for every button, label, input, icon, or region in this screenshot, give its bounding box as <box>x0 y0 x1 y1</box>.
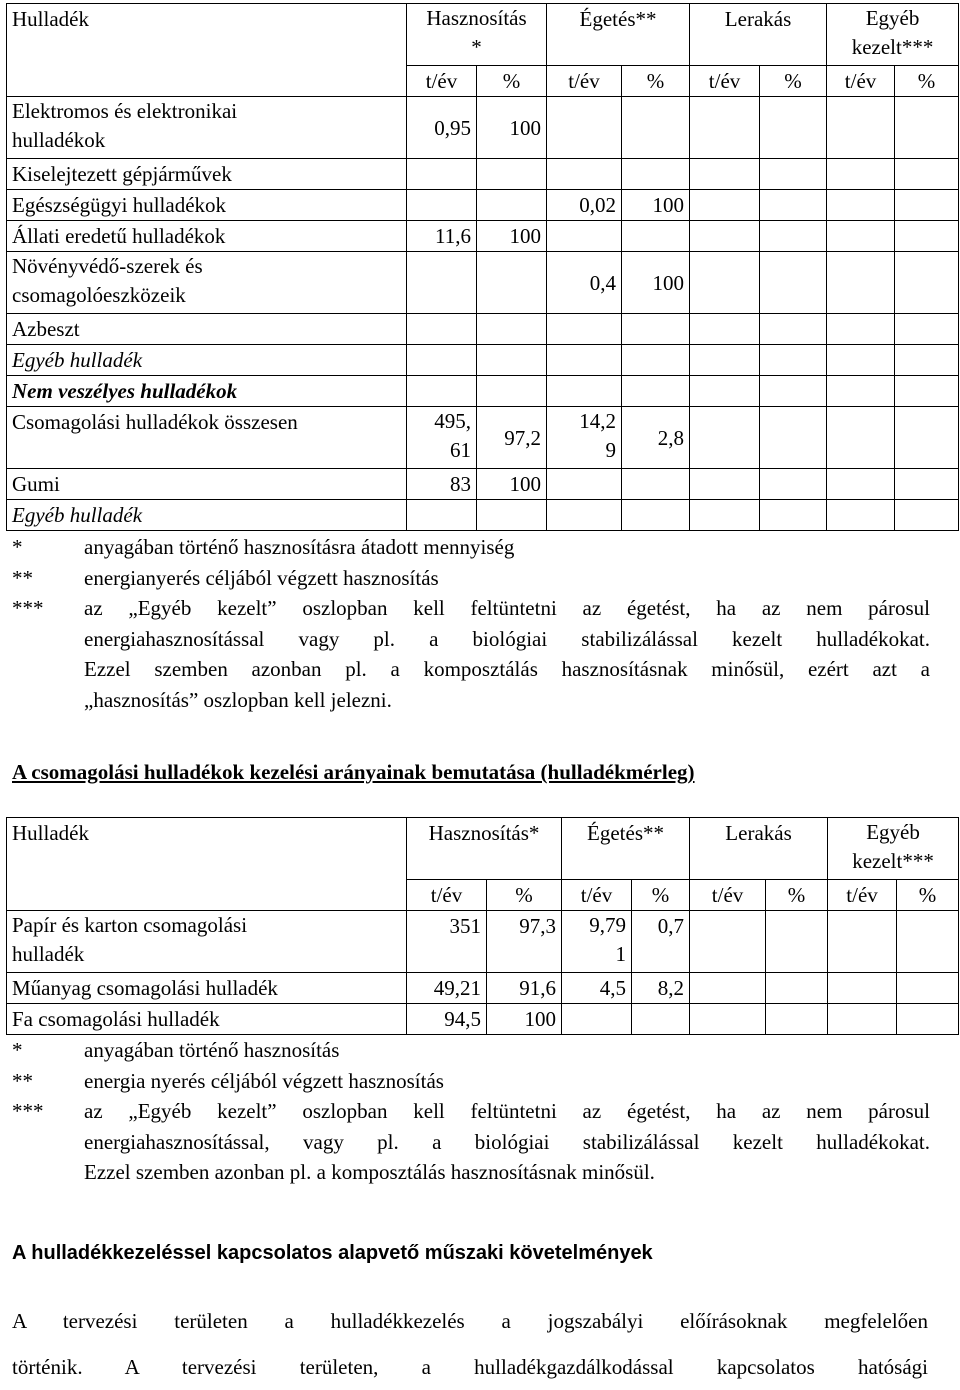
row-name: Gumi <box>7 469 407 500</box>
footnote-mark: * <box>12 1038 23 1062</box>
incineration-percent: 100 <box>622 190 690 221</box>
empty-cell <box>477 500 547 531</box>
empty-cell <box>895 252 959 314</box>
row-name: Csomagolási hulladékok összesen <box>7 407 407 469</box>
empty-cell <box>547 314 622 345</box>
row-name: Állati eredetű hulladékok <box>7 221 407 252</box>
recovery-tons: 49,21 <box>407 973 487 1004</box>
empty-cell <box>895 221 959 252</box>
recovery-percent: 91,6 <box>487 973 562 1004</box>
empty-cell <box>766 911 828 973</box>
empty-cell <box>895 159 959 190</box>
recovery-tons: 83 <box>407 469 477 500</box>
empty-cell <box>407 345 477 376</box>
empty-cell <box>828 911 897 973</box>
recovery-percent: 97,2 <box>477 407 547 469</box>
footnote-line: az „Egyéb kezelt” oszlopban kell feltüntetni az égetést, ha az nem párosul <box>84 596 930 620</box>
incineration-tons-l2: 9 <box>605 438 617 462</box>
empty-cell <box>897 911 959 973</box>
table-row <box>7 97 959 159</box>
empty-cell <box>690 407 760 469</box>
header-recovery: Hasznosítás* <box>407 818 562 880</box>
empty-cell <box>547 221 622 252</box>
footnote-text: energia nyerés céljából végzett hasznosítás <box>84 1068 444 1093</box>
recovery-percent: 97,3 <box>487 911 562 973</box>
empty-cell <box>407 190 477 221</box>
empty-cell <box>827 252 895 314</box>
footnote-line: Ezzel szemben azonban pl. a komposztálás hasznosításnak minősül, ezért azt a <box>84 657 930 681</box>
paragraph-line: A tervezési területen a hulladékkezelés a jogszabályi előírásoknak megfelelően <box>12 1309 928 1333</box>
row-name <box>7 252 407 314</box>
empty-cell <box>622 221 690 252</box>
empty-cell <box>407 159 477 190</box>
empty-cell <box>547 159 622 190</box>
incineration-tons-l1: 9,79 <box>589 913 627 937</box>
recovery-tons <box>407 407 477 469</box>
footnote-mark: ** <box>12 565 33 590</box>
empty-cell <box>827 469 895 500</box>
recovery-percent: 100 <box>477 469 547 500</box>
unit-cell: % <box>477 66 547 97</box>
table-row <box>7 314 959 345</box>
row-name <box>7 911 407 973</box>
empty-cell <box>690 911 766 973</box>
row-name <box>7 97 407 159</box>
unit-cell: % <box>760 66 827 97</box>
empty-cell <box>477 159 547 190</box>
unit-cell: % <box>766 880 828 911</box>
table-row <box>7 407 959 469</box>
packaging-waste-table <box>6 817 959 1035</box>
unit-cell: t/év <box>562 880 632 911</box>
header-other <box>828 818 959 880</box>
paragraph-line: történik. A tervezési területen, a hulladékgazdálkodással kapcsolatos hatósági <box>12 1355 928 1379</box>
empty-cell <box>760 97 827 159</box>
table-header-row <box>7 4 959 66</box>
footnote-text: anyagában történő hasznosításra átadott mennyiség <box>84 535 515 559</box>
footnote <box>12 532 930 563</box>
row-name-l2: hulladékok <box>12 128 106 152</box>
footnote <box>12 593 930 715</box>
row-name-l1: Növényvédő-szerek és <box>12 254 203 278</box>
row-name-l1: Papír és karton csomagolási <box>12 913 248 937</box>
row-name-l2: hulladék <box>12 942 85 966</box>
table-row <box>7 252 959 314</box>
incineration-tons: 4,5 <box>562 973 632 1004</box>
empty-cell <box>407 252 477 314</box>
empty-cell <box>547 469 622 500</box>
empty-cell <box>760 376 827 407</box>
row-name: Azbeszt <box>7 314 407 345</box>
table-row <box>7 973 959 1004</box>
unit-cell: % <box>632 880 690 911</box>
header-recovery-l2: * <box>471 35 482 59</box>
row-name: Kiselejtezett gépjárművek <box>7 159 407 190</box>
empty-cell <box>622 469 690 500</box>
footnote-mark: *** <box>12 596 44 620</box>
empty-cell <box>690 500 760 531</box>
unit-cell: % <box>487 880 562 911</box>
empty-cell <box>827 97 895 159</box>
empty-cell <box>897 973 959 1004</box>
table-row <box>7 500 959 531</box>
empty-cell <box>690 376 760 407</box>
empty-cell <box>827 407 895 469</box>
body-paragraph <box>12 1298 928 1390</box>
table-row <box>7 376 959 407</box>
table-row <box>7 159 959 190</box>
empty-cell <box>760 469 827 500</box>
empty-cell <box>477 345 547 376</box>
footnote-line: az „Egyéb kezelt” oszlopban kell feltüntetni az égetést, ha az nem párosul <box>84 1099 930 1123</box>
table-row <box>7 469 959 500</box>
empty-cell <box>760 345 827 376</box>
empty-cell <box>827 221 895 252</box>
footnote-line: Ezzel szemben azonban pl. a komposztálás hasznosításnak minősül. <box>84 1160 655 1184</box>
empty-cell <box>622 314 690 345</box>
empty-cell <box>760 221 827 252</box>
footnote-text: energianyerés céljából végzett hasznosítás <box>84 565 439 590</box>
footnote-mark: ** <box>12 1068 33 1093</box>
recovery-percent: 100 <box>477 97 547 159</box>
empty-cell <box>760 314 827 345</box>
empty-cell <box>690 190 760 221</box>
footnote-line: energiahasznosítással, vagy pl. a biológiai stabilizálással kezelt hulladékokat. <box>84 1129 930 1154</box>
header-waste: Hulladék <box>7 4 407 97</box>
empty-cell <box>690 97 760 159</box>
requirements-heading: A hulladékkezeléssel kapcsolatos alapvető műszaki követelmények <box>12 1242 653 1264</box>
empty-cell <box>827 345 895 376</box>
header-landfill: Lerakás <box>690 4 827 66</box>
table1-footnotes <box>12 532 930 715</box>
table-row <box>7 1004 959 1035</box>
empty-cell <box>895 345 959 376</box>
incineration-percent: 0,7 <box>632 911 690 973</box>
empty-cell <box>690 221 760 252</box>
footnote-text <box>84 593 930 715</box>
row-name: Nem veszélyes hulladékok <box>7 376 407 407</box>
header-recovery-l1: Hasznosítás <box>426 6 527 30</box>
header-other-l1: Egyéb <box>865 6 920 30</box>
empty-cell <box>895 469 959 500</box>
footnote-text <box>84 1096 930 1188</box>
incineration-percent: 8,2 <box>632 973 690 1004</box>
table-row <box>7 221 959 252</box>
table-header-row <box>7 818 959 880</box>
empty-cell <box>690 973 766 1004</box>
empty-cell <box>690 314 760 345</box>
row-name: Műanyag csomagolási hulladék <box>7 973 407 1004</box>
unit-cell: % <box>622 66 690 97</box>
empty-cell <box>827 190 895 221</box>
table2-footnotes <box>12 1035 930 1188</box>
header-other-l2: kezelt*** <box>851 35 934 59</box>
empty-cell <box>760 500 827 531</box>
unit-cell: t/év <box>407 880 487 911</box>
footnote-mark: *** <box>12 1099 44 1123</box>
unit-cell: % <box>895 66 959 97</box>
empty-cell <box>827 500 895 531</box>
recovery-tons: 351 <box>407 911 487 973</box>
empty-cell <box>895 97 959 159</box>
empty-cell <box>622 159 690 190</box>
row-name: Fa csomagolási hulladék <box>7 1004 407 1035</box>
unit-cell: t/év <box>827 66 895 97</box>
footnote-line: energiahasznosítással vagy pl. a biológiai stabilizálással kezelt hulladékokat. <box>84 626 930 651</box>
unit-cell: t/év <box>690 880 766 911</box>
empty-cell <box>477 190 547 221</box>
footnote <box>12 1066 930 1097</box>
hazardous-waste-table <box>6 3 959 531</box>
recovery-tons-l1: 495, <box>434 409 471 433</box>
empty-cell <box>477 376 547 407</box>
footnote <box>12 1096 930 1188</box>
header-other <box>827 4 959 66</box>
footnote-mark: * <box>12 535 23 559</box>
empty-cell <box>690 345 760 376</box>
empty-cell <box>547 97 622 159</box>
empty-cell <box>632 1004 690 1035</box>
table-row <box>7 190 959 221</box>
empty-cell <box>407 314 477 345</box>
table-row <box>7 911 959 973</box>
empty-cell <box>895 407 959 469</box>
footnote-text: anyagában történő hasznosítás <box>84 1038 340 1062</box>
empty-cell <box>477 314 547 345</box>
empty-cell <box>895 500 959 531</box>
empty-cell <box>547 376 622 407</box>
empty-cell <box>622 500 690 531</box>
empty-cell <box>766 1004 828 1035</box>
row-name: Egyéb hulladék <box>7 345 407 376</box>
incineration-percent: 2,8 <box>622 407 690 469</box>
unit-cell: t/év <box>828 880 897 911</box>
empty-cell <box>895 190 959 221</box>
row-name-l1: Elektromos és elektronikai <box>12 99 238 123</box>
empty-cell <box>690 252 760 314</box>
empty-cell <box>760 159 827 190</box>
incineration-tons-l1: 14,2 <box>579 409 617 433</box>
header-recovery <box>407 4 547 66</box>
header-other-l1: Egyéb <box>866 820 920 844</box>
header-waste: Hulladék <box>7 818 407 911</box>
row-name-l2: csomagolóeszközeik <box>12 283 186 307</box>
empty-cell <box>897 1004 959 1035</box>
footnote <box>12 563 930 594</box>
empty-cell <box>477 252 547 314</box>
empty-cell <box>562 1004 632 1035</box>
unit-cell: % <box>897 880 959 911</box>
recovery-tons: 11,6 <box>407 221 477 252</box>
empty-cell <box>766 973 828 1004</box>
incineration-tons <box>547 407 622 469</box>
empty-cell <box>827 314 895 345</box>
empty-cell <box>547 345 622 376</box>
empty-cell <box>827 376 895 407</box>
incineration-tons-l2: 1 <box>615 942 627 966</box>
empty-cell <box>547 500 622 531</box>
recovery-tons-l2: 61 <box>450 438 471 462</box>
empty-cell <box>690 1004 766 1035</box>
empty-cell <box>407 500 477 531</box>
footnote <box>12 1035 930 1066</box>
recovery-tons: 0,95 <box>407 97 477 159</box>
empty-cell <box>622 97 690 159</box>
empty-cell <box>895 314 959 345</box>
empty-cell <box>827 159 895 190</box>
empty-cell <box>828 1004 897 1035</box>
row-name: Egyéb hulladék <box>7 500 407 531</box>
incineration-tons <box>562 911 632 973</box>
empty-cell <box>828 973 897 1004</box>
header-other-l2: kezelt*** <box>852 849 934 873</box>
empty-cell <box>895 376 959 407</box>
header-incineration: Égetés** <box>547 4 690 66</box>
empty-cell <box>760 407 827 469</box>
empty-cell <box>690 159 760 190</box>
section-title: A csomagolási hulladékok kezelési arányainak bemutatása (hulladékmérleg) <box>12 760 695 784</box>
incineration-tons: 0,4 <box>547 252 622 314</box>
empty-cell <box>407 376 477 407</box>
recovery-percent: 100 <box>487 1004 562 1035</box>
empty-cell <box>622 376 690 407</box>
recovery-percent: 100 <box>477 221 547 252</box>
empty-cell <box>760 190 827 221</box>
footnote-line: „hasznosítás” oszlopban kell jelezni. <box>84 687 392 712</box>
unit-cell: t/év <box>407 66 477 97</box>
row-name: Egészségügyi hulladékok <box>7 190 407 221</box>
unit-cell: t/év <box>690 66 760 97</box>
header-incineration: Égetés** <box>562 818 690 880</box>
unit-cell: t/év <box>547 66 622 97</box>
empty-cell <box>760 252 827 314</box>
empty-cell <box>622 345 690 376</box>
incineration-tons: 0,02 <box>547 190 622 221</box>
empty-cell <box>690 469 760 500</box>
recovery-tons: 94,5 <box>407 1004 487 1035</box>
table-row <box>7 345 959 376</box>
header-landfill: Lerakás <box>690 818 828 880</box>
incineration-percent: 100 <box>622 252 690 314</box>
